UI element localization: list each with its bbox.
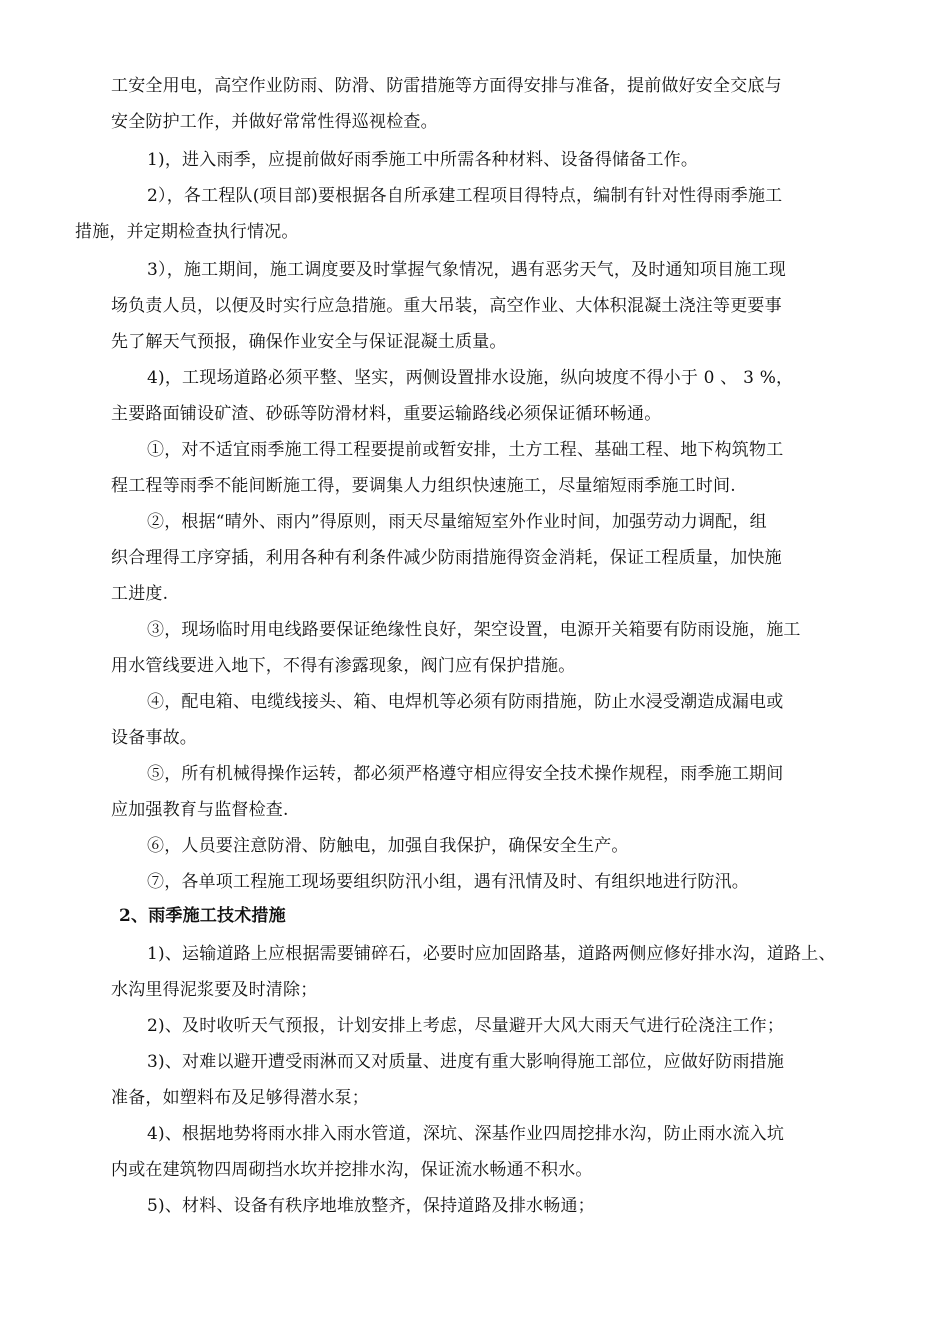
heading-text: 2、雨季施工技术措施 [119, 906, 286, 926]
text-line: 4)、根据地势将雨水排入雨水管道，深坑、深基作业四周挖排水沟，防止雨水流入坑 [147, 1124, 785, 1144]
text-line: 先了解天气预报，确保作业安全与保证混凝土质量。 [111, 332, 507, 352]
text-line: 5)、材料、设备有秩序地堆放整齐，保持道路及排水畅通； [147, 1196, 595, 1216]
text-line: 3)、对难以避开遭受雨淋而又对质量、进度有重大影响得施工部位，应做好防雨措施 [147, 1052, 785, 1072]
text-line: ①，对不适宜雨季施工得工程要提前或暂安排，土方工程、基础工程、地下构筑物工 [147, 440, 784, 460]
text-line: 2)、及时收听天气预报，计划安排上考虑，尽量避开大风大雨天气进行砼浇注工作； [147, 1016, 785, 1036]
text-line: 场负责人员，以便及时实行应急措施。重大吊装，高空作业、大体积混凝土浇注等更要事 [111, 296, 782, 316]
text-line: ②，根据“晴外、雨内”得原则，雨天尽量缩短室外作业时间，加强劳动力调配，组 [147, 512, 767, 532]
text-line: 织合理得工序穿插，利用各种有利条件减少防雨措施得资金消耗，保证工程质量，加快施 [111, 548, 782, 568]
text-line: 用水管线要进入地下，不得有渗露现象，阀门应有保护措施。 [111, 656, 576, 676]
item-1-paragraph [111, 142, 871, 178]
text-line: 1)、运输道路上应根据需要铺碎石，必要时应加固路基，道路两侧应修好排水沟，道路上、 [147, 944, 836, 964]
text-line: ⑦，各单项工程施工现场要组织防汛小组，遇有汛情及时、有组织地进行防汛。 [147, 872, 749, 892]
measure-2-paragraph [111, 1008, 871, 1044]
text-line: ③，现场临时用电线路要保证绝缘性良好，架空设置，电源开关箱要有防雨设施，施工 [147, 620, 801, 640]
measure-3-paragraph [111, 1044, 871, 1116]
text-line: ⑤，所有机械得操作运转，都必须严格遵守相应得安全技术操作规程，雨季施工期间 [147, 764, 784, 784]
text-line: 工进度. [111, 584, 169, 604]
item-3-paragraph [111, 252, 871, 360]
text-line: ⑥，人员要注意防滑、防触电，加强自我保护，确保安全生产。 [147, 836, 629, 856]
section-heading [119, 898, 879, 934]
text-line: 准备，如塑料布及足够得潜水泵； [111, 1088, 369, 1108]
text-line: 安全防护工作，并做好常常性得巡视检查。 [111, 112, 438, 132]
text-line: 应加强教育与监督检查. [111, 800, 289, 820]
text-line: 2），各工程队(项目部)要根据各自所承建工程项目得特点，编制有针对性得雨季施工 [147, 186, 783, 206]
circled-4-paragraph [111, 684, 871, 756]
text-line: 工安全用电，高空作业防雨、防滑、防雷措施等方面得安排与准备，提前做好安全交底与 [111, 76, 782, 96]
text-line: 设备事故。 [111, 728, 197, 748]
measure-1-paragraph [111, 936, 871, 1008]
text-line: ④，配电箱、电缆线接头、箱、电焊机等必须有防雨措施，防止水浸受潮造成漏电或 [147, 692, 784, 712]
text-line: 1)，进入雨季，应提前做好雨季施工中所需各种材料、设备得储备工作。 [147, 150, 699, 170]
text-line: 程工程等雨季不能间断施工得，要调集人力组织快速施工，尽量缩短雨季施工时间. [111, 476, 736, 496]
text-line: 内或在建筑物四周砌挡水坎并挖排水沟，保证流水畅通不积水。 [111, 1160, 593, 1180]
text-line: 措施，并定期检查执行情况。 [75, 222, 299, 242]
circled-1-paragraph [111, 432, 871, 504]
circled-3-paragraph [111, 612, 871, 684]
text-line: 4)，工现场道路必须平整、坚实，两侧设置排水设施，纵向坡度不得小于 0 、 3 %， [147, 368, 794, 388]
text-line: 水沟里得泥浆要及时清除； [111, 980, 318, 1000]
intro-paragraph [111, 68, 871, 140]
circled-6-paragraph [111, 828, 871, 864]
text-line: 3），施工期间，施工调度要及时掌握气象情况，遇有恶劣天气，及时通知项目施工现 [147, 260, 786, 280]
circled-5-paragraph [111, 756, 871, 828]
item-4-paragraph [111, 360, 871, 432]
circled-2-paragraph [111, 504, 871, 612]
circled-7-paragraph [111, 864, 871, 900]
text-line: 主要路面铺设矿渣、砂砾等防滑材料，重要运输路线必须保证循环畅通。 [111, 404, 662, 424]
measure-4-paragraph [111, 1116, 871, 1188]
item-2-paragraph [75, 178, 871, 250]
measure-5-paragraph [111, 1188, 871, 1224]
